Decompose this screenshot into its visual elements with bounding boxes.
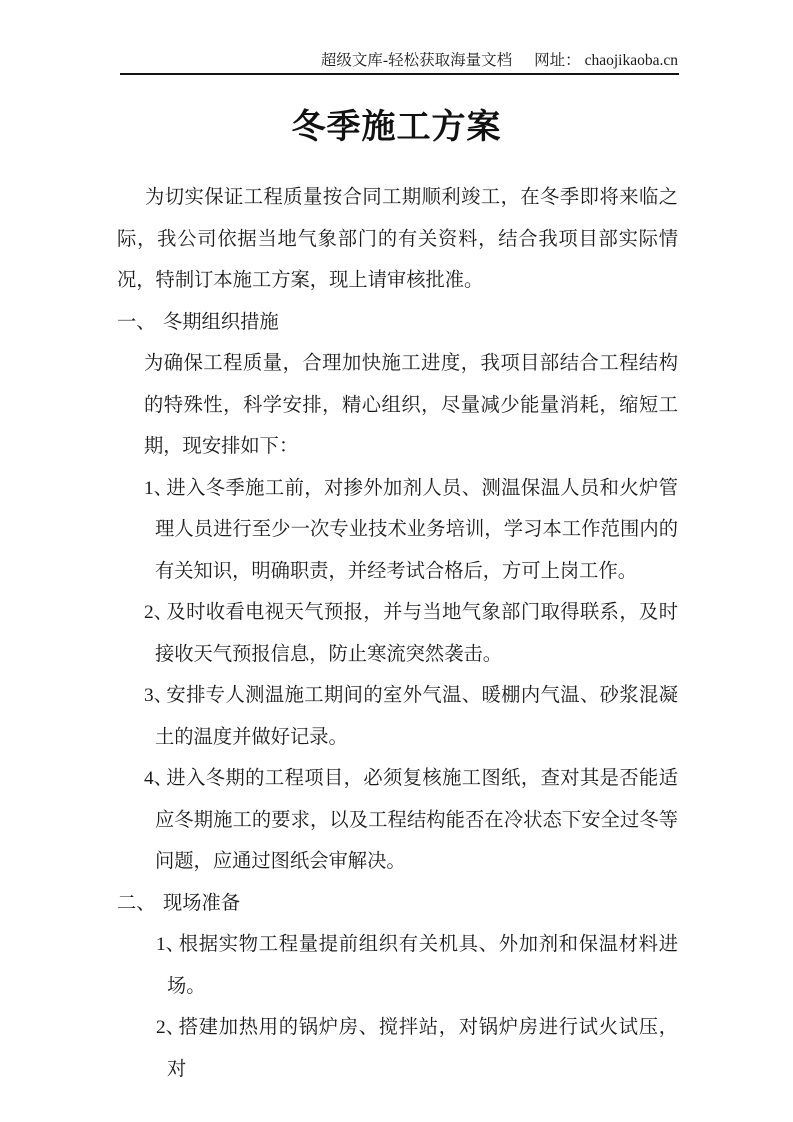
list-item: [117, 758, 678, 883]
intro-paragraph: 为切实保证工程质量按合同工期顺利竣工，在冬季即将来临之际，我公司依据当地气象部门的有关资料，结合我项目部实际情况，特制订本施工方案，现上请审核批准。: [117, 187, 678, 291]
header-site-name: 超级文库-轻松获取海量文档: [320, 52, 513, 69]
list-item: [117, 592, 678, 675]
list-item-number: 2、: [156, 1017, 185, 1038]
section-2-title: 现场准备: [163, 892, 241, 914]
section-1-lead-paragraph: 为确保工程质量，合理加快施工进度，我项目部结合工程结构的特殊性，科学安排，精心组织，尽量减少能量消耗，缩短工期，现安排如下：: [144, 353, 678, 457]
section-1-number: 一、: [117, 311, 156, 333]
section-1-heading: [117, 302, 678, 344]
list-item-text: 进入冬季施工前，对掺外加剂人员、测温保温人员和火炉管理人员进行至少一次专业技术业务培训，学习本工作范围内的有关知识，明确职责，并经考试合格后，方可上岗工作。: [155, 477, 678, 582]
document-body: [117, 177, 678, 1090]
list-item-text: 进入冬期的工程项目，必须复核施工图纸，查对其是否能适应冬期施工的要求，以及工程结构能否在冷状态下安全过冬等问题，应通过图纸会审解决。: [155, 768, 678, 872]
list-item-number: 2、: [144, 602, 173, 623]
list-item: [117, 468, 678, 593]
header-url: chaojikaoba.cn: [584, 52, 678, 69]
list-item-text: 安排专人测温施工期间的室外气温、暖棚内气温、砂浆混凝土的温度并做好记录。: [155, 685, 678, 748]
section-2-heading: [117, 883, 678, 925]
section-1-title: 冬期组织措施: [163, 311, 279, 333]
header-url-label: 网址：: [534, 52, 581, 69]
list-item: [117, 1007, 678, 1090]
header-divider-line: [120, 73, 679, 75]
section-2-number: 二、: [117, 892, 156, 914]
list-item: [117, 924, 678, 1007]
list-item-number: 1、: [144, 477, 173, 499]
list-item-number: 4、: [144, 768, 173, 789]
list-item-number: 3、: [144, 685, 173, 706]
list-item-text: 及时收看电视天气预报，并与当地气象部门取得联系，及时接收天气预报信息，防止寒流突然袭击。: [155, 602, 678, 665]
list-item-number: 1、: [156, 934, 185, 955]
list-item: [117, 675, 678, 758]
document-title: 冬季施工方案: [291, 109, 502, 146]
page-header: [120, 51, 678, 70]
list-item-text: 根据实物工程量提前组织有关机具、外加剂和保温材料进场。: [167, 934, 678, 997]
list-item-text: 搭建加热用的锅炉房、搅拌站，对锅炉房进行试火试压，对: [167, 1017, 678, 1080]
